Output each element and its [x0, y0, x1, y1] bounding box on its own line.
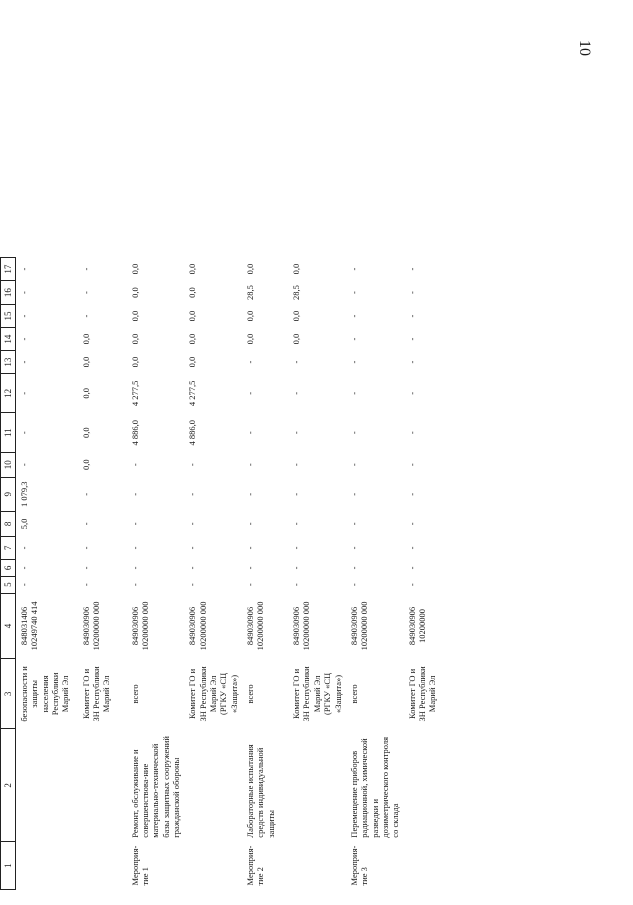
value-cell-col-10: -	[406, 463, 417, 467]
value-cell-col-7: -	[406, 546, 417, 550]
value-cell-col-14: 0,0	[129, 333, 140, 345]
cell-col-1: Мероприя-тие 3	[348, 845, 370, 886]
value-cell-col-14: 0,0	[291, 333, 302, 345]
column-number: 9	[1, 477, 16, 511]
value-cell-col-14: -	[19, 337, 29, 341]
value-cell-col-5: -	[187, 583, 198, 587]
column-number: 11	[1, 413, 16, 452]
value-cell-col-13: 0,0	[129, 356, 140, 368]
value-cell-col-5: -	[291, 583, 302, 587]
value-cell-col-5: -	[80, 583, 91, 587]
cell-col-2	[404, 729, 444, 842]
value-cell-col-5: -	[245, 583, 256, 587]
value-cell-col-13: -	[291, 360, 302, 364]
value-cell-col-15: 0,0	[245, 310, 256, 322]
value-cell-col-12: 4 277,5	[187, 380, 198, 407]
cell-col-1: Мероприя-тие 2	[245, 845, 266, 886]
table-row	[16, 258, 78, 890]
cell-col-4: 849030906 10200000 000	[245, 601, 266, 651]
value-cell-col-16: 28,5	[291, 285, 302, 301]
cell-col-4: 849030906 10200000 000	[348, 601, 370, 651]
cell-col-2: Ремонт, обслуживание и совершенствова-ние материально-технической базы защитных сооружений гражданской обороны	[129, 736, 181, 838]
value-cell-col-9: -	[80, 492, 91, 496]
column-number: 1	[1, 842, 16, 890]
cell-col-3: Комитет ГО и ЗН Республики Марий Эл	[80, 666, 112, 722]
cell-col-3: Комитет ГО и ЗН Республики Марий Эл (РГКУ «СЦ «Защита»)	[291, 666, 343, 722]
value-cell-col-13: -	[348, 360, 359, 364]
value-cell-col-17: 0,0	[291, 263, 302, 275]
value-cell-col-9: -	[348, 492, 359, 496]
value-cell-col-7: -	[245, 546, 256, 550]
value-cell-col-17: -	[348, 267, 359, 271]
value-cell-col-15: -	[406, 314, 417, 318]
value-cell-col-10: -	[348, 463, 359, 467]
value-cell-col-5: -	[19, 583, 29, 587]
value-cell-col-9: -	[245, 492, 256, 496]
value-cell-col-16: -	[19, 291, 29, 295]
value-cell-col-8: -	[80, 522, 91, 526]
value-cell-col-17: 0,0	[129, 263, 140, 275]
budget-table-rotated	[0, 257, 444, 890]
cell-col-1: Мероприя-тие 1	[129, 845, 150, 886]
column-number: 14	[1, 328, 16, 351]
value-cell-col-7: -	[348, 546, 359, 550]
value-cell-col-11: -	[291, 431, 302, 435]
value-cell-col-14: -	[348, 337, 359, 341]
column-number: 8	[1, 512, 16, 537]
value-cell-col-11: 4 886,0	[129, 419, 140, 446]
value-cell-col-10: -	[19, 463, 29, 467]
value-cell-col-13: 0,0	[80, 356, 91, 368]
value-cell-col-10: 0,0	[80, 459, 91, 471]
value-cell-col-6: -	[348, 566, 359, 570]
value-cell-col-14: 0,0	[187, 333, 198, 345]
cell-col-2	[78, 729, 127, 842]
cell-col-2: Перемещение приборов радиационной, химической разведки и дозиметрического контроля со склада	[348, 736, 401, 838]
value-cell-col-10: -	[291, 463, 302, 467]
value-cell-col-9: -	[291, 492, 302, 496]
cell-col-1	[78, 842, 127, 890]
value-cell-col-5: -	[348, 583, 359, 587]
cell-col-4: 848031406 10249740 414	[19, 601, 40, 651]
value-cell-col-16: -	[348, 291, 359, 295]
value-cell-col-9: -	[187, 492, 198, 496]
value-cell-col-16: 28,5	[245, 285, 256, 301]
value-cell-col-8: 5,0	[19, 518, 29, 530]
value-cell-col-8: -	[406, 522, 417, 526]
value-cell-col-11: -	[348, 431, 359, 435]
value-cell-col-6: -	[80, 566, 91, 570]
cell-col-1	[288, 842, 346, 890]
value-cell-col-13: 0,0	[187, 356, 198, 368]
value-cell-col-12: -	[406, 391, 417, 395]
column-number: 13	[1, 351, 16, 374]
cell-col-1	[404, 842, 444, 890]
value-cell-col-8: -	[245, 522, 256, 526]
cell-col-2: Лабораторные испытания средств индивидуальной защиты	[245, 744, 276, 838]
value-cell-col-10: -	[129, 463, 140, 467]
value-cell-col-7: -	[291, 546, 302, 550]
cell-col-2	[288, 729, 346, 842]
value-cell-col-13: -	[19, 360, 29, 364]
column-number: 6	[1, 560, 16, 577]
value-cell-col-12: 0,0	[80, 388, 91, 399]
column-number: 10	[1, 452, 16, 477]
value-cell-col-12: -	[291, 391, 302, 395]
cell-col-3: всего	[245, 684, 256, 704]
value-cell-col-11: -	[406, 431, 417, 435]
cell-col-4: 849030906 10200000 000	[291, 601, 312, 651]
column-number: 12	[1, 374, 16, 413]
value-cell-col-12: -	[348, 391, 359, 395]
value-cell-col-7: -	[187, 546, 198, 550]
column-number: 7	[1, 536, 16, 559]
value-cell-col-6: -	[245, 566, 256, 570]
value-cell-col-16: -	[406, 291, 417, 295]
value-cell-col-16: 0,0	[187, 287, 198, 298]
value-cell-col-11: 0,0	[80, 427, 91, 438]
value-cell-col-17: 0,0	[187, 263, 198, 275]
cell-col-4: 849030906 10200000 000	[80, 601, 101, 651]
cell-col-3: Комитет ГО и ЗН Республики Марий Эл	[406, 666, 438, 722]
value-cell-col-15: 0,0	[187, 310, 198, 322]
value-cell-col-12: -	[19, 391, 29, 395]
cell-col-4: 849030906 10200000	[406, 606, 428, 646]
cell-col-3: всего	[348, 684, 359, 704]
value-cell-col-15: 0,0	[129, 310, 140, 322]
value-cell-col-8: -	[129, 522, 140, 526]
table-row	[242, 258, 288, 890]
value-cell-col-17: 0,0	[245, 263, 256, 275]
value-cell-col-10: -	[245, 463, 256, 467]
table-row	[184, 258, 242, 890]
value-cell-col-7: -	[80, 546, 91, 550]
cell-col-2	[184, 729, 242, 842]
value-cell-col-7: -	[19, 546, 29, 550]
value-cell-col-6: -	[19, 566, 29, 570]
cell-col-2	[16, 729, 78, 842]
cell-col-4: 849030906 10200000 000	[187, 601, 208, 651]
value-cell-col-8: -	[291, 522, 302, 526]
column-number: 4	[1, 593, 16, 659]
cell-col-1	[16, 842, 78, 890]
table-row	[404, 258, 444, 890]
value-cell-col-6: -	[406, 566, 417, 570]
value-cell-col-14: 0,0	[245, 333, 256, 345]
value-cell-col-6: -	[187, 566, 198, 570]
value-cell-col-17: -	[80, 267, 91, 271]
column-number-row	[1, 258, 16, 890]
value-cell-col-15: 0,0	[291, 310, 302, 322]
value-cell-col-5: -	[406, 583, 417, 587]
column-number: 16	[1, 281, 16, 305]
value-cell-col-5: -	[129, 583, 140, 587]
budget-table	[0, 257, 444, 890]
value-cell-col-12: -	[245, 391, 256, 395]
value-cell-col-11: -	[19, 431, 29, 435]
value-cell-col-10: -	[187, 463, 198, 467]
column-number: 5	[1, 576, 16, 593]
value-cell-col-16: 0,0	[129, 287, 140, 298]
column-number: 2	[1, 729, 16, 842]
value-cell-col-8: -	[187, 522, 198, 526]
table-row	[346, 258, 404, 890]
value-cell-col-9: 1 079,3	[19, 481, 29, 508]
column-number: 17	[1, 258, 16, 281]
value-cell-col-17: -	[19, 267, 29, 271]
cell-col-1	[184, 842, 242, 890]
value-cell-col-15: -	[19, 314, 29, 318]
cell-col-4: 849030906 10200000 000	[129, 601, 150, 651]
value-cell-col-13: -	[245, 360, 256, 364]
value-cell-col-17: -	[406, 267, 417, 271]
column-number: 3	[1, 659, 16, 729]
value-cell-col-6: -	[129, 566, 140, 570]
value-cell-col-6: -	[291, 566, 302, 570]
value-cell-col-16: -	[80, 291, 91, 295]
table-row	[127, 258, 185, 890]
value-cell-col-12: 4 277,5	[129, 380, 140, 407]
value-cell-col-15: -	[348, 314, 359, 318]
value-cell-col-13: -	[406, 360, 417, 364]
value-cell-col-11: 4 886,0	[187, 419, 198, 446]
cell-col-3: всего	[129, 684, 140, 704]
table-row	[78, 258, 127, 890]
value-cell-col-14: 0,0	[80, 333, 91, 345]
column-number: 15	[1, 304, 16, 327]
value-cell-col-7: -	[129, 546, 140, 550]
value-cell-col-8: -	[348, 522, 359, 526]
value-cell-col-14: -	[406, 337, 417, 341]
value-cell-col-11: -	[245, 431, 256, 435]
value-cell-col-15: -	[80, 314, 91, 318]
table-row	[288, 258, 346, 890]
page-number: 10	[576, 40, 593, 56]
value-cell-col-9: -	[406, 492, 417, 496]
cell-col-3: Комитет ГО и ЗН Республики Марий Эл (РГКУ «СЦ «Защита»)	[187, 666, 239, 722]
value-cell-col-9: -	[129, 492, 140, 496]
cell-col-3: безопасности и защиты населения Республики Марий Эл	[19, 666, 71, 722]
